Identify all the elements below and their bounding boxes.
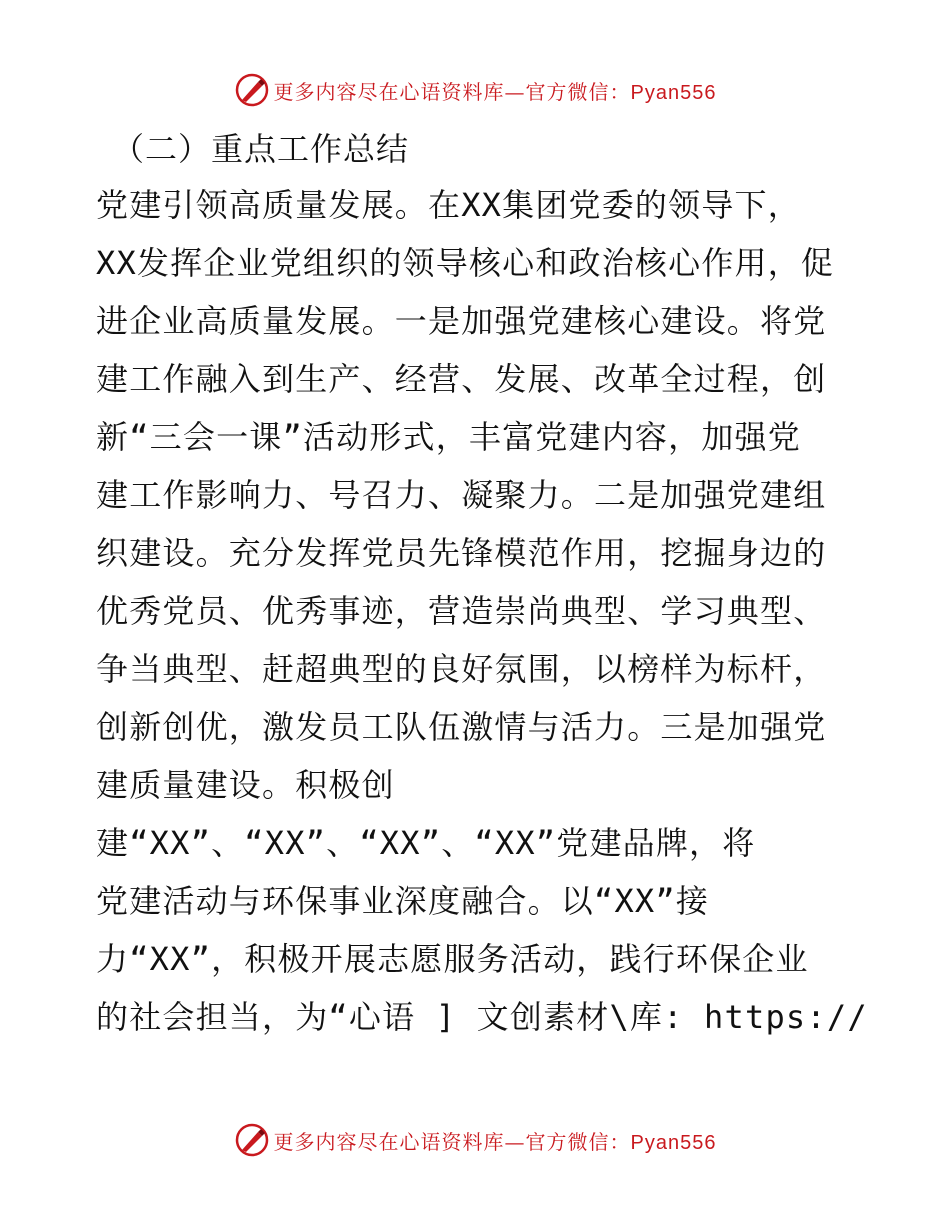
pen-logo-icon bbox=[234, 72, 270, 108]
body-line: 建工作融入到生产、经营、发展、改革全过程，创 bbox=[96, 360, 827, 398]
body-line: 争当典型、赶超典型的良好氛围，以榜样为标杆， bbox=[96, 650, 827, 688]
body-line: 创新创优，激发员工队伍激情与活力。三是加强党 bbox=[96, 708, 827, 746]
watermark-wechat-id: Pyan556 bbox=[630, 1131, 717, 1154]
body-line: 党建活动与环保事业深度融合。以“XX”接 bbox=[96, 882, 710, 920]
body-line: 建质量建设。积极创 bbox=[96, 766, 395, 804]
body-line: 新“三会一课”活动形式，丰富党建内容，加强党 bbox=[96, 418, 801, 456]
watermark-text: 更多内容尽在心语资料库—官方微信：Pyan556 bbox=[273, 1129, 717, 1154]
watermark-header bbox=[0, 70, 950, 110]
body-line: 织建设。充分发挥党员先锋模范作用，挖掘身边的 bbox=[96, 534, 827, 572]
body-line: 建“XX”、“XX”、“XX”、“XX”党建品牌，将 bbox=[96, 824, 756, 862]
body-line: 进企业高质量发展。一是加强党建核心建设。将党 bbox=[96, 302, 827, 340]
body-line: 的社会担当，为“心语 ] 文创素材\库: https:// bbox=[96, 998, 868, 1036]
body-line: XX发挥企业党组织的领导核心和政治核心作用，促 bbox=[96, 244, 835, 282]
body-line: 优秀党员、优秀事迹，营造崇尚典型、学习典型、 bbox=[96, 592, 827, 630]
watermark-wechat-id: Pyan556 bbox=[630, 81, 717, 104]
body-line: 建工作影响力、号召力、凝聚力。二是加强党建组 bbox=[96, 476, 827, 514]
watermark-text: 更多内容尽在心语资料库—官方微信：Pyan556 bbox=[273, 79, 717, 104]
body-line: 力“XX”，积极开展志愿服务活动，践行环保企业 bbox=[96, 940, 809, 978]
watermark-footer bbox=[0, 1120, 950, 1160]
pen-logo-icon bbox=[234, 1122, 270, 1158]
body-line: 党建引领高质量发展。在XX集团党委的领导下， bbox=[96, 186, 801, 224]
section-heading: （二）重点工作总结 bbox=[112, 130, 410, 168]
